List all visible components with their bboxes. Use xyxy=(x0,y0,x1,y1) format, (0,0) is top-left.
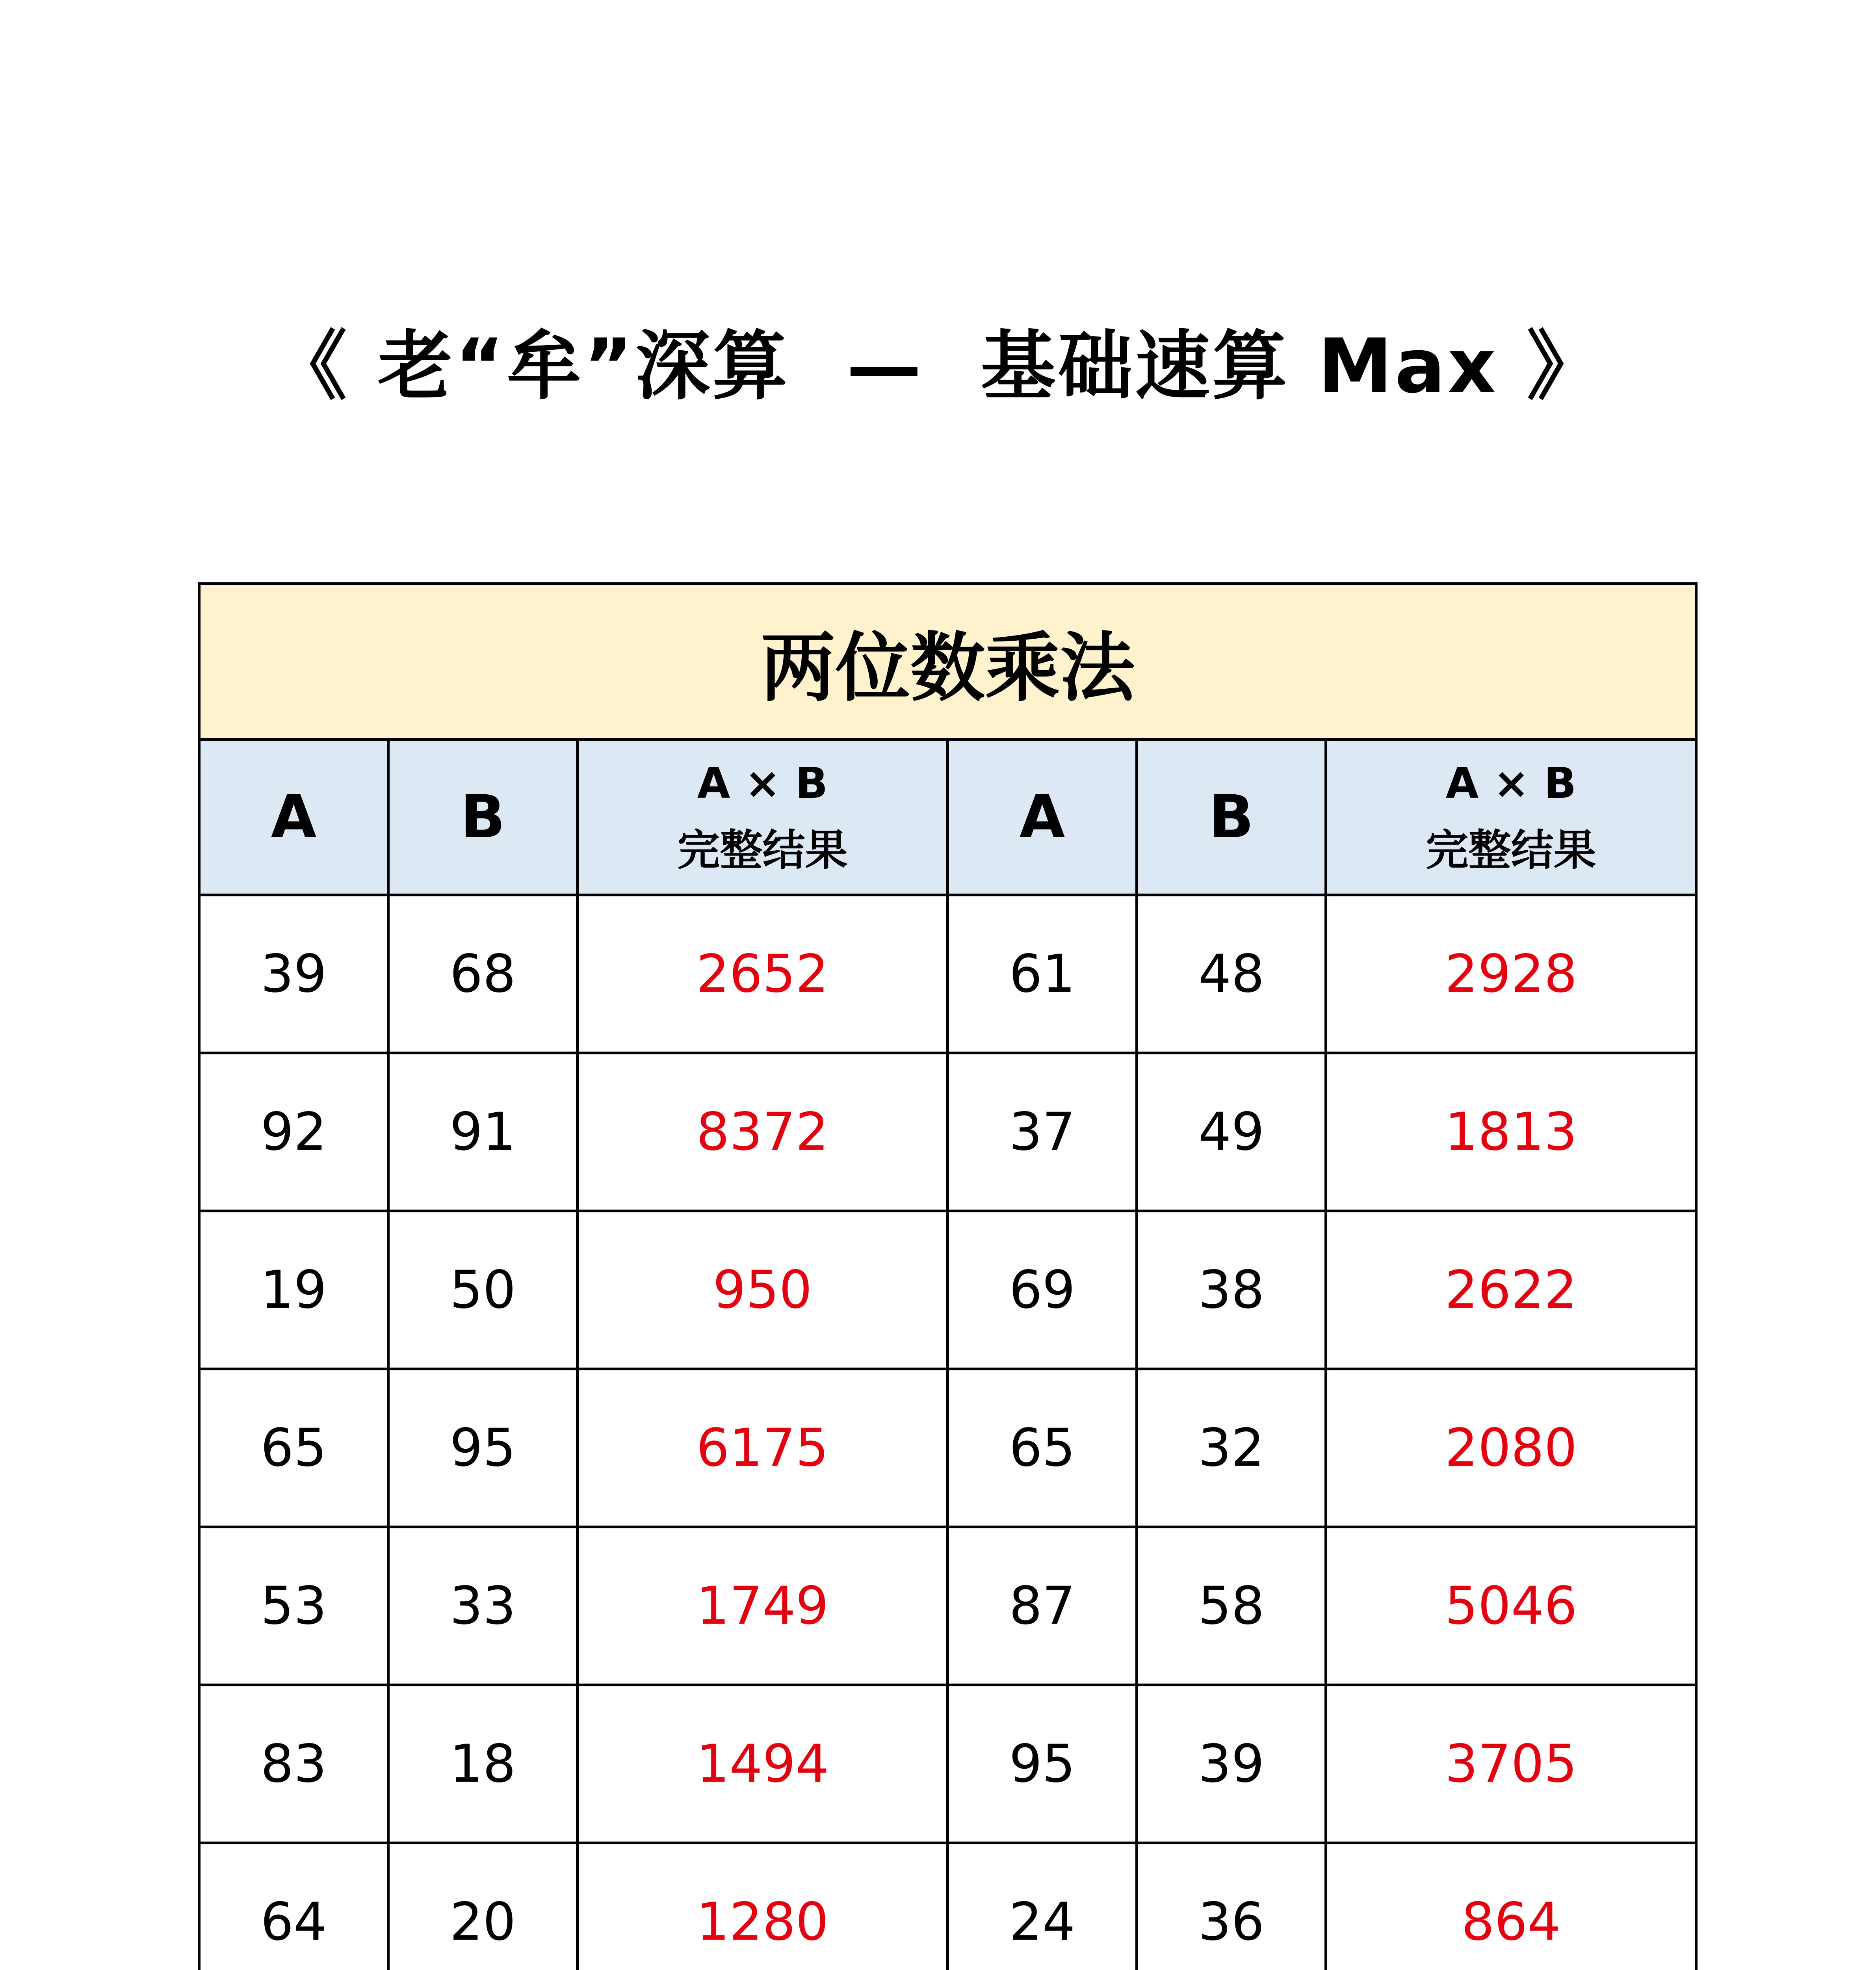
header-product-sublabel: 完整结果 xyxy=(677,826,848,875)
cell-a-right: 87 xyxy=(948,1527,1137,1685)
header-product-label: A × B xyxy=(1445,759,1577,808)
header-product-sublabel: 完整结果 xyxy=(1426,826,1596,875)
header-product-right xyxy=(1326,740,1696,895)
table-row xyxy=(199,895,1696,1053)
cell-b-left: 20 xyxy=(388,1843,578,1970)
cell-product-right: 2622 xyxy=(1326,1211,1696,1369)
cell-product-right: 3705 xyxy=(1326,1685,1696,1843)
cell-product-left: 6175 xyxy=(578,1369,948,1527)
cell-product-right: 2080 xyxy=(1326,1369,1696,1527)
cell-b-right: 48 xyxy=(1137,895,1326,1053)
cell-product-left: 1280 xyxy=(578,1843,948,1970)
table-row xyxy=(199,1843,1696,1970)
cell-a-left: 19 xyxy=(199,1211,388,1369)
cell-a-right: 69 xyxy=(948,1211,1137,1369)
cell-b-left: 50 xyxy=(388,1211,578,1369)
table-row xyxy=(199,1369,1696,1527)
cell-b-right: 38 xyxy=(1137,1211,1326,1369)
page-title: 《 老“牟”深算 — 基础速算 Max 》 xyxy=(272,323,1604,410)
cell-a-left: 65 xyxy=(199,1369,388,1527)
cell-b-left: 68 xyxy=(388,895,578,1053)
cell-b-left: 91 xyxy=(388,1053,578,1211)
cell-a-left: 83 xyxy=(199,1685,388,1843)
table-banner-row xyxy=(199,584,1696,740)
cell-a-left: 64 xyxy=(199,1843,388,1970)
cell-b-right: 39 xyxy=(1137,1685,1326,1843)
cell-a-left: 53 xyxy=(199,1527,388,1685)
cell-b-left: 18 xyxy=(388,1685,578,1843)
cell-product-left: 8372 xyxy=(578,1053,948,1211)
table-row xyxy=(199,1527,1696,1685)
table-row xyxy=(199,1685,1696,1843)
cell-product-right: 2928 xyxy=(1326,895,1696,1053)
multiplication-table xyxy=(198,582,1698,1970)
cell-a-right: 95 xyxy=(948,1685,1137,1843)
cell-b-left: 33 xyxy=(388,1527,578,1685)
cell-a-right: 61 xyxy=(948,895,1137,1053)
cell-b-left: 95 xyxy=(388,1369,578,1527)
cell-product-right: 864 xyxy=(1326,1843,1696,1970)
header-a-right: A xyxy=(948,740,1137,895)
cell-a-left: 39 xyxy=(199,895,388,1053)
table-row xyxy=(199,1053,1696,1211)
cell-a-right: 65 xyxy=(948,1369,1137,1527)
cell-product-right: 1813 xyxy=(1326,1053,1696,1211)
cell-b-right: 36 xyxy=(1137,1843,1326,1970)
cell-b-right: 32 xyxy=(1137,1369,1326,1527)
cell-product-left: 1749 xyxy=(578,1527,948,1685)
table-banner: 两位数乘法 xyxy=(199,584,1696,740)
cell-product-right: 5046 xyxy=(1326,1527,1696,1685)
cell-product-left: 950 xyxy=(578,1211,948,1369)
cell-product-left: 1494 xyxy=(578,1685,948,1843)
cell-product-left: 2652 xyxy=(578,895,948,1053)
cell-a-left: 92 xyxy=(199,1053,388,1211)
table-header-row xyxy=(199,740,1696,895)
cell-b-right: 58 xyxy=(1137,1527,1326,1685)
header-product-label: A × B xyxy=(697,759,828,808)
table-body xyxy=(199,895,1696,1970)
table-row xyxy=(199,1211,1696,1369)
header-product-left xyxy=(578,740,948,895)
cell-a-right: 37 xyxy=(948,1053,1137,1211)
cell-a-right: 24 xyxy=(948,1843,1137,1970)
header-b-left: B xyxy=(388,740,578,895)
cell-b-right: 49 xyxy=(1137,1053,1326,1211)
header-a-left: A xyxy=(199,740,388,895)
header-b-right: B xyxy=(1137,740,1326,895)
